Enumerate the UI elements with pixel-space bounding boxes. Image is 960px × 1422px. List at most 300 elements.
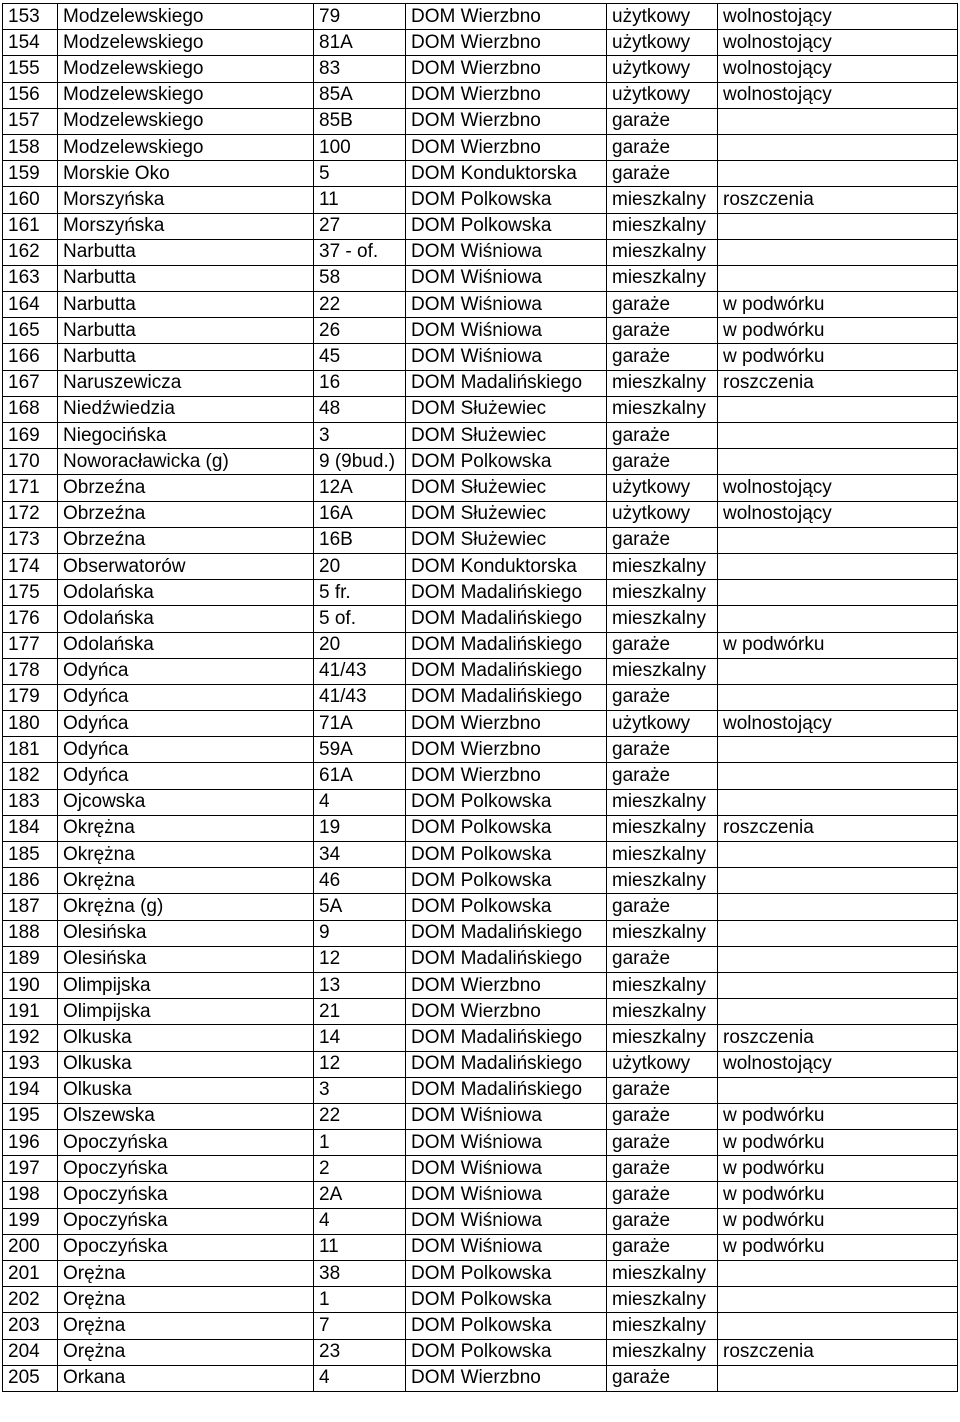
administrator-cell: DOM Wiśniowa (406, 265, 607, 291)
note-cell (718, 213, 958, 239)
administrator-cell: DOM Konduktorska (406, 161, 607, 187)
building-type-cell: użytkowy (607, 475, 718, 501)
street-cell: Niedźwiedzia (58, 396, 314, 422)
row-number-cell: 202 (3, 1287, 58, 1313)
building-type-cell: mieszkalny (607, 580, 718, 606)
table-row (3, 1339, 958, 1365)
administrator-cell: DOM Wierzbno (406, 711, 607, 737)
table-row (3, 1103, 958, 1129)
building-type-cell: mieszkalny (607, 213, 718, 239)
street-cell: Naruszewicza (58, 370, 314, 396)
building-number-cell: 59A (314, 737, 406, 763)
row-number-cell: 182 (3, 763, 58, 789)
table-row (3, 370, 958, 396)
row-number-cell: 171 (3, 475, 58, 501)
building-number-cell: 61A (314, 763, 406, 789)
building-number-cell: 38 (314, 1261, 406, 1287)
street-cell: Narbutta (58, 344, 314, 370)
table-row (3, 161, 958, 187)
administrator-cell: DOM Wierzbno (406, 134, 607, 160)
note-cell: w podwórku (718, 1234, 958, 1260)
building-type-cell: mieszkalny (607, 842, 718, 868)
row-number-cell: 165 (3, 318, 58, 344)
table-row (3, 972, 958, 998)
building-type-cell: garaże (607, 1365, 718, 1391)
building-type-cell: garaże (607, 1103, 718, 1129)
table-row (3, 999, 958, 1025)
row-number-cell: 158 (3, 134, 58, 160)
row-number-cell: 167 (3, 370, 58, 396)
building-number-cell: 21 (314, 999, 406, 1025)
street-cell: Obrzeźna (58, 527, 314, 553)
note-cell: w podwórku (718, 1156, 958, 1182)
street-cell: Modzelewskiego (58, 134, 314, 160)
administrator-cell: DOM Wiśniowa (406, 1208, 607, 1234)
note-cell: wolnostojący (718, 501, 958, 527)
table-row (3, 82, 958, 108)
street-cell: Okrężna (58, 815, 314, 841)
building-type-cell: użytkowy (607, 1051, 718, 1077)
note-cell: w podwórku (718, 1208, 958, 1234)
row-number-cell: 203 (3, 1313, 58, 1339)
row-number-cell: 192 (3, 1025, 58, 1051)
note-cell (718, 1287, 958, 1313)
street-cell: Opoczyńska (58, 1130, 314, 1156)
administrator-cell: DOM Madalińskiego (406, 370, 607, 396)
table-row (3, 1025, 958, 1051)
note-cell (718, 396, 958, 422)
building-type-cell: mieszkalny (607, 789, 718, 815)
table-row (3, 501, 958, 527)
row-number-cell: 187 (3, 894, 58, 920)
street-cell: Noworacławicka (g) (58, 449, 314, 475)
table-row (3, 265, 958, 291)
table-row (3, 1051, 958, 1077)
building-number-cell: 16 (314, 370, 406, 396)
note-cell: wolnostojący (718, 4, 958, 30)
row-number-cell: 163 (3, 265, 58, 291)
table-row (3, 815, 958, 841)
building-type-cell: mieszkalny (607, 658, 718, 684)
row-number-cell: 180 (3, 711, 58, 737)
row-number-cell: 164 (3, 292, 58, 318)
table-row (3, 789, 958, 815)
building-number-cell: 37 - of. (314, 239, 406, 265)
street-cell: Olesińska (58, 946, 314, 972)
building-type-cell: mieszkalny (607, 815, 718, 841)
building-type-cell: użytkowy (607, 4, 718, 30)
table-row (3, 1182, 958, 1208)
row-number-cell: 168 (3, 396, 58, 422)
note-cell: w podwórku (718, 1182, 958, 1208)
street-cell: Odolańska (58, 632, 314, 658)
building-number-cell: 3 (314, 423, 406, 449)
note-cell (718, 868, 958, 894)
administrator-cell: DOM Polkowska (406, 789, 607, 815)
note-cell (718, 134, 958, 160)
note-cell (718, 1365, 958, 1391)
table-row (3, 134, 958, 160)
administrator-cell: DOM Madalińskiego (406, 658, 607, 684)
administrator-cell: DOM Polkowska (406, 894, 607, 920)
building-number-cell: 81A (314, 30, 406, 56)
row-number-cell: 157 (3, 108, 58, 134)
building-number-cell: 20 (314, 632, 406, 658)
building-number-cell: 41/43 (314, 658, 406, 684)
street-cell: Opoczyńska (58, 1156, 314, 1182)
building-number-cell: 41/43 (314, 684, 406, 710)
row-number-cell: 198 (3, 1182, 58, 1208)
building-number-cell: 26 (314, 318, 406, 344)
street-cell: Ojcowska (58, 789, 314, 815)
street-cell: Olkuska (58, 1025, 314, 1051)
row-number-cell: 175 (3, 580, 58, 606)
row-number-cell: 201 (3, 1261, 58, 1287)
street-cell: Obrzeźna (58, 501, 314, 527)
table-row (3, 1208, 958, 1234)
note-cell: wolnostojący (718, 711, 958, 737)
administrator-cell: DOM Madalińskiego (406, 606, 607, 632)
street-cell: Olkuska (58, 1051, 314, 1077)
street-cell: Olimpijska (58, 999, 314, 1025)
table-row (3, 213, 958, 239)
administrator-cell: DOM Służewiec (406, 475, 607, 501)
street-cell: Okrężna (g) (58, 894, 314, 920)
note-cell (718, 920, 958, 946)
row-number-cell: 188 (3, 920, 58, 946)
note-cell: roszczenia (718, 370, 958, 396)
note-cell: w podwórku (718, 632, 958, 658)
row-number-cell: 185 (3, 842, 58, 868)
building-type-cell: użytkowy (607, 30, 718, 56)
row-number-cell: 161 (3, 213, 58, 239)
administrator-cell: DOM Wierzbno (406, 82, 607, 108)
building-number-cell: 12 (314, 1051, 406, 1077)
street-cell: Modzelewskiego (58, 82, 314, 108)
row-number-cell: 166 (3, 344, 58, 370)
administrator-cell: DOM Polkowska (406, 1287, 607, 1313)
street-cell: Olesińska (58, 920, 314, 946)
street-cell: Odolańska (58, 606, 314, 632)
administrator-cell: DOM Madalińskiego (406, 632, 607, 658)
street-cell: Olszewska (58, 1103, 314, 1129)
row-number-cell: 170 (3, 449, 58, 475)
administrator-cell: DOM Polkowska (406, 815, 607, 841)
table-row (3, 1077, 958, 1103)
street-cell: Opoczyńska (58, 1234, 314, 1260)
administrator-cell: DOM Wiśniowa (406, 344, 607, 370)
table-row (3, 1234, 958, 1260)
street-cell: Narbutta (58, 292, 314, 318)
administrator-cell: DOM Wiśniowa (406, 292, 607, 318)
building-type-cell: garaże (607, 763, 718, 789)
administrator-cell: DOM Madalińskiego (406, 1025, 607, 1051)
note-cell: wolnostojący (718, 56, 958, 82)
street-cell: Morszyńska (58, 187, 314, 213)
table-row (3, 1130, 958, 1156)
table-row (3, 292, 958, 318)
note-cell (718, 553, 958, 579)
building-number-cell: 16B (314, 527, 406, 553)
row-number-cell: 195 (3, 1103, 58, 1129)
table-row (3, 580, 958, 606)
table-row (3, 318, 958, 344)
street-cell: Narbutta (58, 239, 314, 265)
row-number-cell: 174 (3, 553, 58, 579)
note-cell: w podwórku (718, 1103, 958, 1129)
building-number-cell: 85A (314, 82, 406, 108)
building-number-cell: 85B (314, 108, 406, 134)
street-cell: Orkana (58, 1365, 314, 1391)
building-type-cell: mieszkalny (607, 1313, 718, 1339)
note-cell (718, 789, 958, 815)
street-cell: Odyńca (58, 763, 314, 789)
building-type-cell: garaże (607, 737, 718, 763)
street-cell: Morszyńska (58, 213, 314, 239)
building-number-cell: 4 (314, 1208, 406, 1234)
building-type-cell: garaże (607, 318, 718, 344)
table-row (3, 606, 958, 632)
building-number-cell: 2A (314, 1182, 406, 1208)
property-table (2, 3, 958, 1392)
note-cell (718, 239, 958, 265)
building-type-cell: mieszkalny (607, 1261, 718, 1287)
row-number-cell: 179 (3, 684, 58, 710)
row-number-cell: 172 (3, 501, 58, 527)
row-number-cell: 190 (3, 972, 58, 998)
building-type-cell: garaże (607, 423, 718, 449)
building-number-cell: 5 (314, 161, 406, 187)
administrator-cell: DOM Wierzbno (406, 1365, 607, 1391)
building-type-cell: garaże (607, 1156, 718, 1182)
building-number-cell: 27 (314, 213, 406, 239)
note-cell (718, 972, 958, 998)
table-row (3, 1313, 958, 1339)
administrator-cell: DOM Polkowska (406, 842, 607, 868)
note-cell (718, 999, 958, 1025)
row-number-cell: 196 (3, 1130, 58, 1156)
note-cell: w podwórku (718, 292, 958, 318)
building-type-cell: garaże (607, 1234, 718, 1260)
administrator-cell: DOM Wierzbno (406, 763, 607, 789)
street-cell: Odyńca (58, 711, 314, 737)
building-number-cell: 11 (314, 187, 406, 213)
building-type-cell: garaże (607, 108, 718, 134)
note-cell: w podwórku (718, 344, 958, 370)
note-cell (718, 1077, 958, 1103)
administrator-cell: DOM Madalińskiego (406, 580, 607, 606)
table-row (3, 449, 958, 475)
street-cell: Morskie Oko (58, 161, 314, 187)
table-row (3, 187, 958, 213)
street-cell: Modzelewskiego (58, 56, 314, 82)
note-cell (718, 606, 958, 632)
building-type-cell: mieszkalny (607, 972, 718, 998)
administrator-cell: DOM Wiśniowa (406, 1156, 607, 1182)
table-row (3, 868, 958, 894)
table-row (3, 684, 958, 710)
administrator-cell: DOM Polkowska (406, 1339, 607, 1365)
building-number-cell: 19 (314, 815, 406, 841)
building-number-cell: 58 (314, 265, 406, 291)
street-cell: Modzelewskiego (58, 108, 314, 134)
street-cell: Niegocińska (58, 423, 314, 449)
building-number-cell: 12 (314, 946, 406, 972)
building-number-cell: 22 (314, 1103, 406, 1129)
row-number-cell: 155 (3, 56, 58, 82)
administrator-cell: DOM Wiśniowa (406, 1182, 607, 1208)
building-type-cell: mieszkalny (607, 239, 718, 265)
building-type-cell: garaże (607, 527, 718, 553)
administrator-cell: DOM Polkowska (406, 1313, 607, 1339)
administrator-cell: DOM Polkowska (406, 449, 607, 475)
note-cell: roszczenia (718, 187, 958, 213)
row-number-cell: 194 (3, 1077, 58, 1103)
street-cell: Odyńca (58, 658, 314, 684)
administrator-cell: DOM Służewiec (406, 396, 607, 422)
row-number-cell: 197 (3, 1156, 58, 1182)
note-cell (718, 527, 958, 553)
row-number-cell: 160 (3, 187, 58, 213)
table-body (3, 4, 958, 1392)
building-number-cell: 83 (314, 56, 406, 82)
table-row (3, 711, 958, 737)
administrator-cell: DOM Madalińskiego (406, 1051, 607, 1077)
building-type-cell: garaże (607, 344, 718, 370)
note-cell (718, 108, 958, 134)
building-type-cell: mieszkalny (607, 868, 718, 894)
note-cell: wolnostojący (718, 475, 958, 501)
street-cell: Narbutta (58, 318, 314, 344)
administrator-cell: DOM Polkowska (406, 1261, 607, 1287)
row-number-cell: 183 (3, 789, 58, 815)
building-type-cell: mieszkalny (607, 265, 718, 291)
street-cell: Orężna (58, 1287, 314, 1313)
note-cell (718, 1261, 958, 1287)
building-number-cell: 46 (314, 868, 406, 894)
row-number-cell: 173 (3, 527, 58, 553)
row-number-cell: 200 (3, 1234, 58, 1260)
street-cell: Olimpijska (58, 972, 314, 998)
building-number-cell: 9 (9bud.) (314, 449, 406, 475)
administrator-cell: DOM Wiśniowa (406, 318, 607, 344)
note-cell (718, 658, 958, 684)
administrator-cell: DOM Wierzbno (406, 4, 607, 30)
building-type-cell: mieszkalny (607, 606, 718, 632)
administrator-cell: DOM Wierzbno (406, 56, 607, 82)
building-type-cell: mieszkalny (607, 920, 718, 946)
building-number-cell: 48 (314, 396, 406, 422)
street-cell: Orężna (58, 1261, 314, 1287)
note-cell: wolnostojący (718, 1051, 958, 1077)
table-row (3, 475, 958, 501)
table-row (3, 737, 958, 763)
building-type-cell: mieszkalny (607, 999, 718, 1025)
building-number-cell: 4 (314, 789, 406, 815)
note-cell (718, 265, 958, 291)
row-number-cell: 169 (3, 423, 58, 449)
street-cell: Okrężna (58, 868, 314, 894)
building-type-cell: garaże (607, 1208, 718, 1234)
table-row (3, 4, 958, 30)
row-number-cell: 181 (3, 737, 58, 763)
building-number-cell: 79 (314, 4, 406, 30)
administrator-cell: DOM Konduktorska (406, 553, 607, 579)
table-row (3, 239, 958, 265)
note-cell: wolnostojący (718, 30, 958, 56)
row-number-cell: 153 (3, 4, 58, 30)
administrator-cell: DOM Wierzbno (406, 972, 607, 998)
row-number-cell: 193 (3, 1051, 58, 1077)
building-type-cell: mieszkalny (607, 1339, 718, 1365)
row-number-cell: 186 (3, 868, 58, 894)
street-cell: Okrężna (58, 842, 314, 868)
street-cell: Narbutta (58, 265, 314, 291)
note-cell: w podwórku (718, 1130, 958, 1156)
note-cell (718, 1313, 958, 1339)
table-row (3, 344, 958, 370)
table-row (3, 108, 958, 134)
table-row (3, 842, 958, 868)
building-type-cell: garaże (607, 134, 718, 160)
building-number-cell: 23 (314, 1339, 406, 1365)
administrator-cell: DOM Polkowska (406, 213, 607, 239)
administrator-cell: DOM Wierzbno (406, 737, 607, 763)
table-row (3, 658, 958, 684)
building-number-cell: 1 (314, 1130, 406, 1156)
building-number-cell: 11 (314, 1234, 406, 1260)
building-number-cell: 45 (314, 344, 406, 370)
building-type-cell: garaże (607, 1182, 718, 1208)
street-cell: Opoczyńska (58, 1208, 314, 1234)
table-row (3, 30, 958, 56)
building-type-cell: garaże (607, 894, 718, 920)
administrator-cell: DOM Służewiec (406, 423, 607, 449)
note-cell: roszczenia (718, 1025, 958, 1051)
street-cell: Odyńca (58, 737, 314, 763)
building-type-cell: użytkowy (607, 56, 718, 82)
row-number-cell: 176 (3, 606, 58, 632)
building-number-cell: 2 (314, 1156, 406, 1182)
row-number-cell: 184 (3, 815, 58, 841)
table-row (3, 1261, 958, 1287)
administrator-cell: DOM Wierzbno (406, 108, 607, 134)
building-number-cell: 100 (314, 134, 406, 160)
administrator-cell: DOM Wierzbno (406, 999, 607, 1025)
building-type-cell: mieszkalny (607, 187, 718, 213)
row-number-cell: 178 (3, 658, 58, 684)
street-cell: Obrzeźna (58, 475, 314, 501)
building-type-cell: mieszkalny (607, 1287, 718, 1313)
building-number-cell: 9 (314, 920, 406, 946)
administrator-cell: DOM Wierzbno (406, 30, 607, 56)
building-number-cell: 71A (314, 711, 406, 737)
building-type-cell: garaże (607, 449, 718, 475)
building-number-cell: 16A (314, 501, 406, 527)
building-type-cell: garaże (607, 292, 718, 318)
table-row (3, 423, 958, 449)
building-type-cell: garaże (607, 946, 718, 972)
administrator-cell: DOM Madalińskiego (406, 1077, 607, 1103)
note-cell (718, 684, 958, 710)
building-number-cell: 14 (314, 1025, 406, 1051)
administrator-cell: DOM Polkowska (406, 187, 607, 213)
note-cell (718, 946, 958, 972)
building-number-cell: 22 (314, 292, 406, 318)
street-cell: Opoczyńska (58, 1182, 314, 1208)
administrator-cell: DOM Polkowska (406, 868, 607, 894)
table-row (3, 527, 958, 553)
